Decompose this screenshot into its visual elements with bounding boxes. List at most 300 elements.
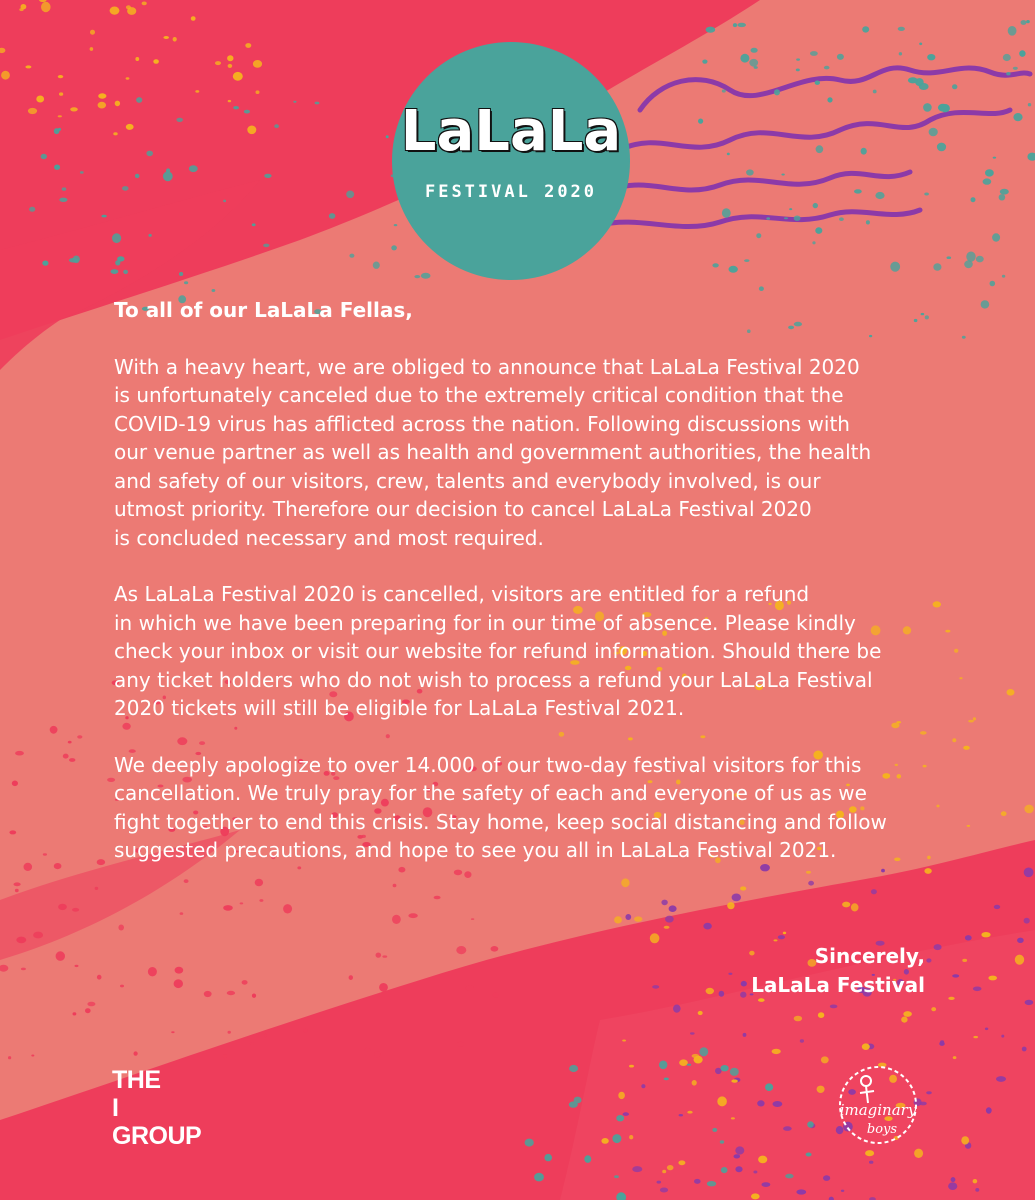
text-line: check your inbox or visit our website for refund information. Should there be — [114, 639, 882, 663]
confetti-dot — [662, 1170, 666, 1174]
confetti-dot — [679, 1059, 688, 1066]
confetti-dot — [999, 194, 1006, 200]
confetti-dot — [929, 128, 938, 137]
confetti-dot — [632, 1166, 642, 1172]
letter-signature — [751, 942, 925, 1000]
confetti-dot — [227, 991, 235, 995]
confetti-dot — [973, 987, 982, 992]
confetti-dot — [1025, 1000, 1034, 1005]
confetti-dot — [766, 217, 770, 220]
letter-paragraph-2 — [114, 580, 934, 723]
confetti-dot — [926, 1091, 932, 1094]
confetti-dot — [63, 754, 69, 759]
confetti-dot — [122, 186, 129, 191]
confetti-dot — [212, 289, 216, 292]
confetti-dot — [722, 208, 731, 218]
confetti-dot — [861, 148, 867, 155]
confetti-dot — [948, 1182, 957, 1190]
confetti-dot — [584, 1155, 591, 1163]
confetti-dot — [120, 985, 124, 988]
confetti-dot — [993, 157, 996, 159]
confetti-dot — [981, 932, 990, 937]
confetti-dot — [719, 991, 725, 997]
confetti-dot — [702, 60, 707, 64]
confetti-dot — [240, 902, 244, 904]
confetti-dot — [660, 1188, 668, 1193]
logo-line-the: THE — [112, 1066, 161, 1094]
confetti-dot — [698, 119, 703, 124]
confetti-dot — [937, 143, 946, 152]
confetti-dot — [24, 863, 33, 871]
confetti-dot — [85, 1008, 91, 1013]
confetti-dot — [21, 968, 26, 971]
confetti-dot — [807, 1121, 814, 1127]
confetti-dot — [376, 953, 382, 958]
text-line: COVID-19 virus has afflicted across the nation. Following discussions with — [114, 411, 850, 436]
confetti-dot — [751, 1193, 760, 1199]
confetti-dot — [827, 97, 832, 102]
letter-greeting: To all of our LaLaLa Fellas, — [114, 298, 413, 322]
confetti-dot — [228, 100, 231, 102]
confetti-dot — [493, 992, 499, 997]
confetti-dot — [727, 153, 730, 156]
confetti-dot — [706, 27, 716, 33]
confetti-dot — [661, 900, 667, 906]
confetti-dot — [796, 69, 800, 72]
confetti-dot — [247, 126, 256, 135]
confetti-dot — [762, 1182, 771, 1187]
confetti-dot — [1013, 113, 1022, 121]
confetti-dot — [629, 1065, 634, 1068]
confetti-dot — [59, 92, 63, 95]
purple-squiggle-2 — [620, 110, 1010, 150]
confetti-dot — [698, 1011, 703, 1015]
confetti-dot — [794, 1016, 802, 1022]
confetti-dot — [731, 1117, 735, 1119]
confetti-dot — [721, 1167, 728, 1173]
confetti-dot — [50, 726, 58, 734]
confetti-dot — [810, 51, 818, 56]
confetti-dot — [623, 1112, 629, 1116]
confetti-dot — [817, 1086, 825, 1093]
confetti-dot — [841, 1190, 844, 1192]
confetti-dot — [722, 89, 726, 92]
text-line: utmost priority. Therefore our decision to cancel LaLaLa Festival 2020 — [114, 497, 812, 521]
confetti-dot — [90, 30, 95, 35]
confetti-dot — [111, 269, 119, 274]
confetti-dot — [959, 677, 962, 679]
confetti-dot — [744, 259, 749, 262]
confetti-dot — [967, 825, 971, 827]
confetti-dot — [0, 965, 8, 972]
logo-line-group: GROUP — [112, 1122, 202, 1150]
confetti-dot — [153, 59, 159, 64]
confetti-dot — [256, 90, 260, 94]
confetti-dot — [952, 738, 956, 742]
confetti-dot — [126, 77, 130, 79]
confetti-dot — [731, 1079, 737, 1082]
confetti-dot — [614, 916, 622, 923]
confetti-dot — [87, 1002, 95, 1007]
confetti-dot — [678, 1160, 685, 1165]
text-line: With a heavy heart, we are obliged to announce that LaLaLa Festival 2020 — [114, 354, 860, 379]
confetti-dot — [839, 217, 844, 221]
confetti-dot — [612, 1134, 621, 1143]
confetti-dot — [382, 955, 387, 957]
confetti-dot — [259, 899, 263, 902]
confetti-dot — [773, 1101, 783, 1107]
confetti-dot — [180, 912, 184, 915]
confetti-dot — [146, 151, 153, 157]
confetti-dot — [329, 213, 336, 219]
confetti-dot — [77, 735, 82, 738]
confetti-dot — [223, 200, 226, 203]
purple-squiggle-1 — [640, 68, 1030, 110]
confetti-dot — [923, 103, 932, 112]
confetti-dot — [171, 1031, 174, 1033]
confetti-dot — [735, 1146, 744, 1154]
purple-squiggle-3 — [610, 172, 910, 190]
confetti-dot — [818, 1012, 824, 1018]
logo-line-i: I — [112, 1094, 119, 1122]
confetti-dot — [652, 985, 659, 989]
confetti-dot — [15, 889, 19, 892]
confetti-dot — [794, 216, 801, 221]
confetti-dot — [975, 1188, 979, 1192]
confetti-dot — [936, 805, 939, 808]
confetti-dot — [758, 1156, 767, 1164]
confetti-dot — [692, 1080, 697, 1086]
confetti-dot — [618, 1092, 625, 1099]
confetti-dot — [227, 55, 233, 61]
confetti-dot — [796, 58, 800, 60]
confetti-dot — [471, 918, 474, 920]
confetti-dot — [228, 1031, 231, 1034]
text-line: 2020 tickets will still be eligible for LaLaLa Festival 2021. — [114, 696, 685, 720]
confetti-dot — [29, 207, 35, 212]
confetti-dot — [812, 241, 815, 244]
confetti-dot — [14, 882, 21, 886]
text-line: We deeply apologize to over 14.000 of our two-day festival visitors for this — [114, 752, 862, 777]
confetti-dot — [250, 1042, 254, 1045]
text-line: is concluded necessary and most required. — [114, 525, 544, 550]
confetti-dot — [824, 66, 830, 70]
confetti-dot — [386, 135, 389, 138]
confetti-dot — [90, 47, 94, 51]
confetti-dot — [110, 7, 120, 15]
confetti-dot — [816, 145, 824, 153]
confetti-dot — [952, 974, 959, 977]
confetti-dot — [971, 197, 976, 202]
confetti-dot — [36, 96, 44, 103]
confetti-dot — [732, 894, 741, 902]
confetti-dot — [175, 967, 184, 974]
confetti-dot — [8, 1056, 11, 1059]
confetti-dot — [42, 261, 48, 266]
confetti-dot — [97, 859, 105, 865]
confetti-dot — [728, 973, 732, 975]
confetti-dot — [973, 1179, 978, 1183]
confetti-dot — [421, 273, 431, 279]
confetti-dot — [95, 887, 99, 890]
confetti-dot — [851, 903, 859, 911]
confetti-dot — [963, 746, 970, 750]
text-line: any ticket holders who do not wish to process a refund your LaLaLa Festival — [114, 667, 873, 692]
confetti-dot — [379, 983, 388, 992]
confetti-dot — [73, 1012, 77, 1015]
confetti-dot — [1001, 1035, 1004, 1038]
confetti-dot — [102, 215, 107, 218]
confetti-dot — [778, 935, 785, 939]
confetti-dot — [33, 932, 43, 939]
confetti-dot — [965, 935, 972, 940]
confetti-dot — [712, 1128, 717, 1132]
confetti-dot — [806, 1153, 812, 1157]
confetti-dot — [80, 171, 84, 174]
confetti-dot — [113, 132, 117, 135]
confetti-dot — [303, 1029, 307, 1033]
confetti-dot — [189, 165, 198, 172]
confetti-dot — [690, 1032, 695, 1034]
confetti-dot — [694, 1056, 703, 1064]
confetti-dot — [1026, 20, 1030, 23]
confetti-dot — [414, 275, 420, 278]
confetti-dot — [117, 256, 124, 261]
confetti-dot — [364, 1048, 370, 1051]
confetti-dot — [756, 233, 761, 238]
confetti-dot — [465, 985, 473, 991]
confetti-dot — [19, 8, 23, 11]
confetti-dot — [115, 101, 120, 107]
confetti-dot — [746, 169, 754, 175]
confetti-dot — [694, 1179, 701, 1184]
confetti-dot — [233, 72, 243, 81]
confetti-dot — [727, 902, 734, 909]
confetti-dot — [98, 93, 106, 98]
confetti-dot — [629, 1135, 633, 1139]
confetti-dot — [1003, 54, 1011, 61]
confetti-dot — [667, 1165, 674, 1170]
confetti-dot — [176, 118, 183, 122]
confetti-dot — [759, 286, 764, 291]
confetti-dot — [75, 965, 79, 967]
confetti-dot — [293, 101, 296, 103]
confetti-dot — [985, 169, 994, 176]
confetti-dot — [1017, 938, 1024, 943]
confetti-dot — [962, 959, 967, 962]
confetti-dot — [118, 925, 124, 931]
confetti-dot — [228, 64, 233, 68]
confetti-dot — [973, 717, 976, 720]
confetti-dot — [195, 90, 199, 93]
confetti-dot — [673, 1005, 681, 1013]
confetti-dot — [394, 224, 398, 226]
confetti-dot — [349, 254, 354, 258]
confetti-dot — [274, 124, 279, 128]
confetti-dot — [56, 951, 65, 961]
confetti-dot — [1019, 50, 1025, 57]
confetti-dot — [58, 115, 62, 117]
confetti-dot — [837, 54, 844, 60]
confetti-dot — [1007, 689, 1015, 696]
confetti-dot — [616, 1115, 624, 1121]
confetti-dot — [252, 223, 256, 226]
text-line: in which we have been preparing for in our time of absence. Please kindly — [114, 610, 856, 635]
confetti-dot — [1000, 189, 1009, 195]
confetti-dot — [315, 102, 320, 105]
confetti-dot — [163, 36, 169, 39]
confetti-dot — [54, 165, 60, 170]
logo-figure-head — [861, 1076, 871, 1086]
confetti-dot — [534, 1173, 544, 1182]
confetti-dot — [373, 262, 380, 269]
confetti-dot — [842, 902, 850, 908]
purple-squiggle-4 — [600, 210, 920, 227]
festival-logo — [392, 42, 630, 280]
logo-word-boys: boys — [866, 1122, 898, 1137]
confetti-dot — [720, 1140, 724, 1143]
confetti-dot — [665, 916, 674, 923]
confetti-dot — [15, 751, 24, 756]
confetti-dot — [349, 975, 353, 980]
confetti-dot — [996, 1076, 1006, 1082]
confetti-dot — [58, 904, 67, 910]
confetti-dot — [679, 1114, 683, 1116]
confetti-dot — [491, 946, 499, 952]
closing-signatory: LaLaLa Festival — [751, 973, 925, 997]
confetti-dot — [986, 1107, 992, 1113]
announcement-letter — [114, 296, 934, 893]
confetti-dot — [774, 89, 780, 95]
confetti-dot — [938, 104, 948, 112]
confetti-dot — [919, 43, 922, 46]
confetti-dot — [31, 1055, 34, 1057]
confetti-dot — [985, 1028, 988, 1031]
confetti-dot — [741, 981, 747, 987]
confetti-dot — [223, 905, 233, 911]
confetti-dot — [753, 1171, 757, 1174]
confetti-dot — [641, 1084, 645, 1088]
confetti-dot — [813, 203, 818, 208]
text-line: is unfortunately canceled due to the extremely critical condition that the — [114, 383, 844, 407]
confetti-dot — [737, 23, 746, 27]
confetti-dot — [374, 1051, 381, 1057]
confetti-dot — [408, 913, 417, 918]
confetti-dot — [544, 1154, 552, 1161]
confetti-dot — [346, 191, 354, 199]
confetti-dot — [951, 1177, 956, 1182]
logo-wordmark: LaLaLa — [400, 99, 622, 164]
confetti-dot — [796, 1189, 806, 1194]
confetti-dot — [264, 1034, 267, 1037]
confetti-dot — [751, 48, 758, 53]
confetti-dot — [734, 1154, 741, 1158]
confetti-dot — [9, 830, 16, 834]
confetti-dot — [721, 1065, 729, 1071]
confetti-dot — [59, 198, 67, 202]
confetti-dot — [136, 97, 142, 103]
confetti-dot — [717, 1096, 727, 1106]
confetti-dot — [264, 174, 271, 178]
confetti-dot — [729, 266, 738, 273]
confetti-dot — [634, 916, 642, 921]
confetti-dot — [569, 1065, 578, 1072]
confetti-dot — [730, 1068, 739, 1076]
confetti-dot — [821, 1056, 829, 1063]
confetti-dot — [866, 220, 870, 224]
confetti-dot — [148, 967, 157, 976]
confetti-dot — [981, 300, 990, 308]
confetti-dot — [126, 124, 134, 130]
confetti-dot — [142, 2, 147, 6]
confetti-dot — [800, 1039, 804, 1042]
confetti-dot — [947, 256, 952, 259]
text-line: and safety of our visitors, crew, talents and everybody involved, is our — [114, 468, 821, 493]
confetti-dot — [41, 154, 47, 159]
confetti-dot — [830, 1005, 838, 1009]
confetti-dot — [69, 758, 75, 762]
confetti-dot — [179, 272, 183, 276]
confetti-dot — [601, 1138, 608, 1144]
imaginary-boys-logo — [832, 1055, 924, 1165]
confetti-dot — [1, 71, 10, 80]
confetti-dot — [215, 61, 221, 65]
confetti-dot — [525, 1139, 534, 1147]
confetti-dot — [614, 1175, 619, 1178]
confetti-dot — [988, 976, 997, 981]
confetti-dot — [58, 128, 61, 131]
confetti-dot — [657, 1181, 662, 1184]
confetti-dot — [890, 262, 900, 272]
confetti-dot — [962, 336, 966, 339]
confetti-dot — [97, 975, 102, 980]
text-line: As LaLaLa Festival 2020 is cancelled, visitors are entitled for a refund — [114, 582, 810, 606]
confetti-dot — [765, 1083, 773, 1091]
confetti-dot — [785, 1174, 793, 1179]
confetti-dot — [126, 5, 131, 9]
confetti-dot — [927, 54, 935, 60]
confetti-dot — [823, 1175, 830, 1181]
confetti-dot — [1006, 72, 1010, 75]
confetti-dot — [994, 905, 1000, 909]
confetti-dot — [58, 75, 63, 78]
logo-word-imaginary: imaginary — [839, 1101, 917, 1119]
confetti-dot — [664, 1078, 669, 1081]
confetti-dot — [659, 1061, 667, 1070]
confetti-dot — [625, 914, 631, 920]
confetti-dot — [862, 1043, 870, 1050]
confetti-dot — [25, 65, 31, 68]
confetti-dot — [574, 1097, 582, 1104]
closing-salutation: Sincerely, — [814, 944, 925, 968]
confetti-dot — [743, 1033, 747, 1037]
confetti-dot — [191, 16, 196, 21]
confetti-dot — [1008, 26, 1017, 36]
confetti-dot — [283, 904, 292, 913]
confetti-dot — [135, 57, 139, 61]
confetti-dot — [952, 84, 957, 89]
confetti-dot — [966, 252, 975, 262]
confetti-dot — [948, 997, 954, 1000]
confetti-dot — [98, 102, 106, 109]
letter-paragraph-3 — [114, 751, 934, 865]
confetti-dot — [184, 281, 188, 284]
confetti-dot — [650, 933, 660, 943]
confetti-dot — [41, 2, 51, 12]
confetti-dot — [1027, 153, 1035, 161]
the-i-group-logo — [112, 1066, 201, 1150]
confetti-dot — [54, 863, 62, 869]
